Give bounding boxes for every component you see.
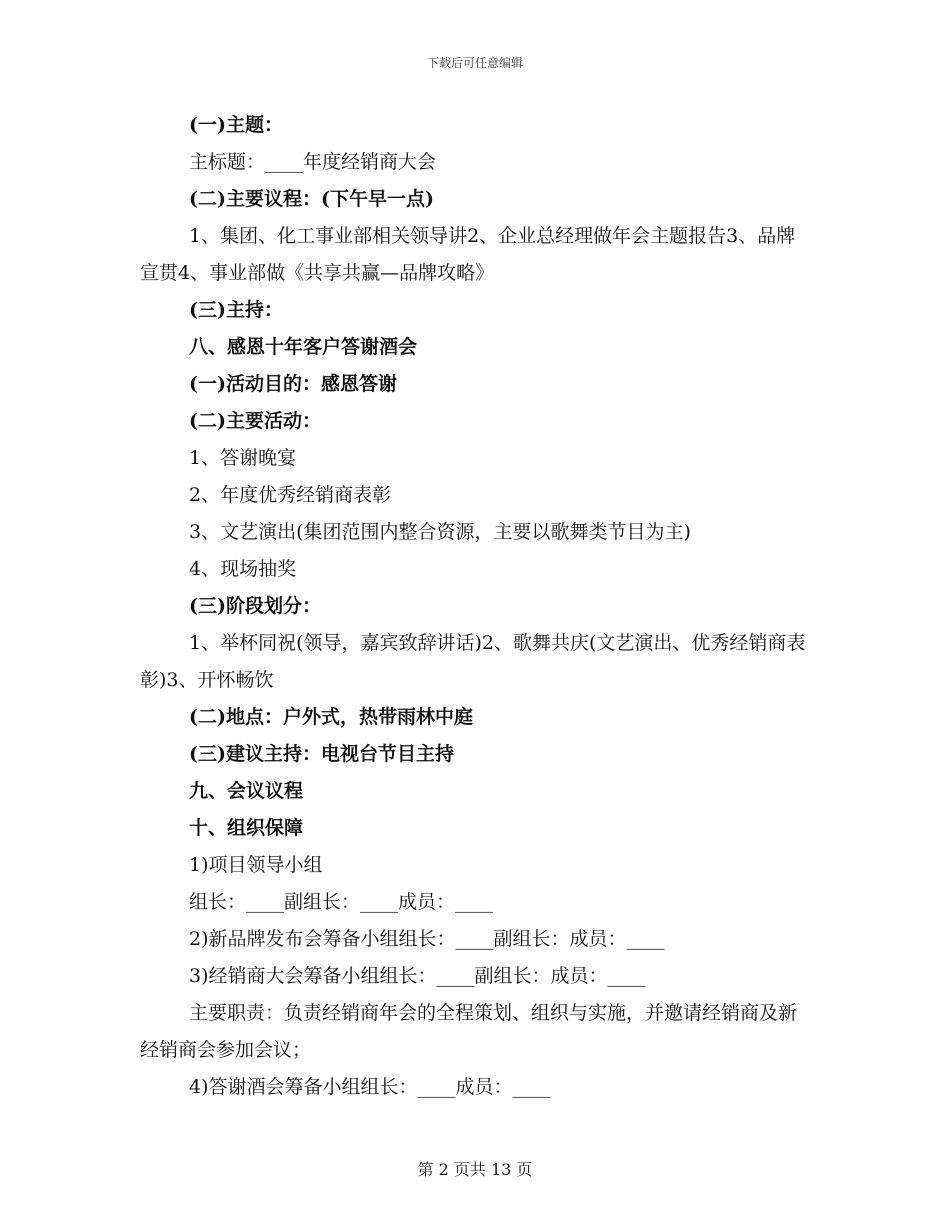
org-group-item: 2)新品牌发布会筹备小组组长：____副组长：成员：____ [189, 928, 665, 950]
main-title-line: 主标题：____年度经销商大会 [189, 151, 437, 173]
org-group-item: 3)经销商大会筹备小组组长：____副组长：成员：____ [189, 965, 646, 987]
activity-item: 3、文艺演出(集团范围内整合资源，主要以歌舞类节目为主) [189, 521, 691, 543]
section-heading-host: (三)主持： [189, 299, 283, 321]
section-heading-topic: (一)主题： [189, 114, 283, 136]
section-heading-phases: (三)阶段划分： [189, 595, 321, 617]
responsibilities-paragraph: 主要职责：负责经销商年会的全程策划、组织与实施，并邀请经销商及新经销商会参加会议； [140, 1002, 798, 1061]
org-group-item: 4)答谢酒会筹备小组组长：____成员：____ [189, 1076, 551, 1098]
document-body [140, 107, 810, 1106]
section-heading-purpose: (一)活动目的：感恩答谢 [189, 373, 397, 395]
phases-paragraph: 1、举杯同祝(领导，嘉宾致辞讲话)2、歌舞共庆(文艺演出、优秀经销商表彰)3、开怀畅饮 [140, 632, 806, 691]
agenda-items-paragraph: 1、集团、化工事业部相关领导讲2、企业总经理做年会主题报告3、品牌宣贯4、事业部做《共享共赢—品牌攻略》 [140, 225, 796, 284]
chapter-heading-eight: 八、感恩十年客户答谢酒会 [189, 336, 418, 358]
chapter-heading-ten: 十、组织保障 [189, 817, 304, 839]
org-group-members: 组长：____副组长：____成员：____ [189, 891, 494, 913]
activity-item: 2、年度优秀经销商表彰 [189, 484, 392, 506]
chapter-heading-nine: 九、会议议程 [189, 780, 304, 802]
activity-item: 4、现场抽奖 [189, 558, 297, 580]
page-header: 下载后可任意编辑 [426, 56, 523, 70]
section-heading-suggested-host: (三)建议主持：电视台节目主持 [189, 743, 454, 765]
section-heading-venue: (二)地点：户外式，热带雨林中庭 [189, 706, 473, 728]
section-heading-activities: (二)主要活动： [189, 410, 321, 432]
section-heading-agenda: (二)主要议程：(下午早一点) [189, 188, 434, 210]
page-footer: 第 2 页共 13 页 [417, 1160, 533, 1179]
org-group-item: 1)项目领导小组 [189, 854, 323, 876]
activity-item: 1、答谢晚宴 [189, 447, 297, 469]
